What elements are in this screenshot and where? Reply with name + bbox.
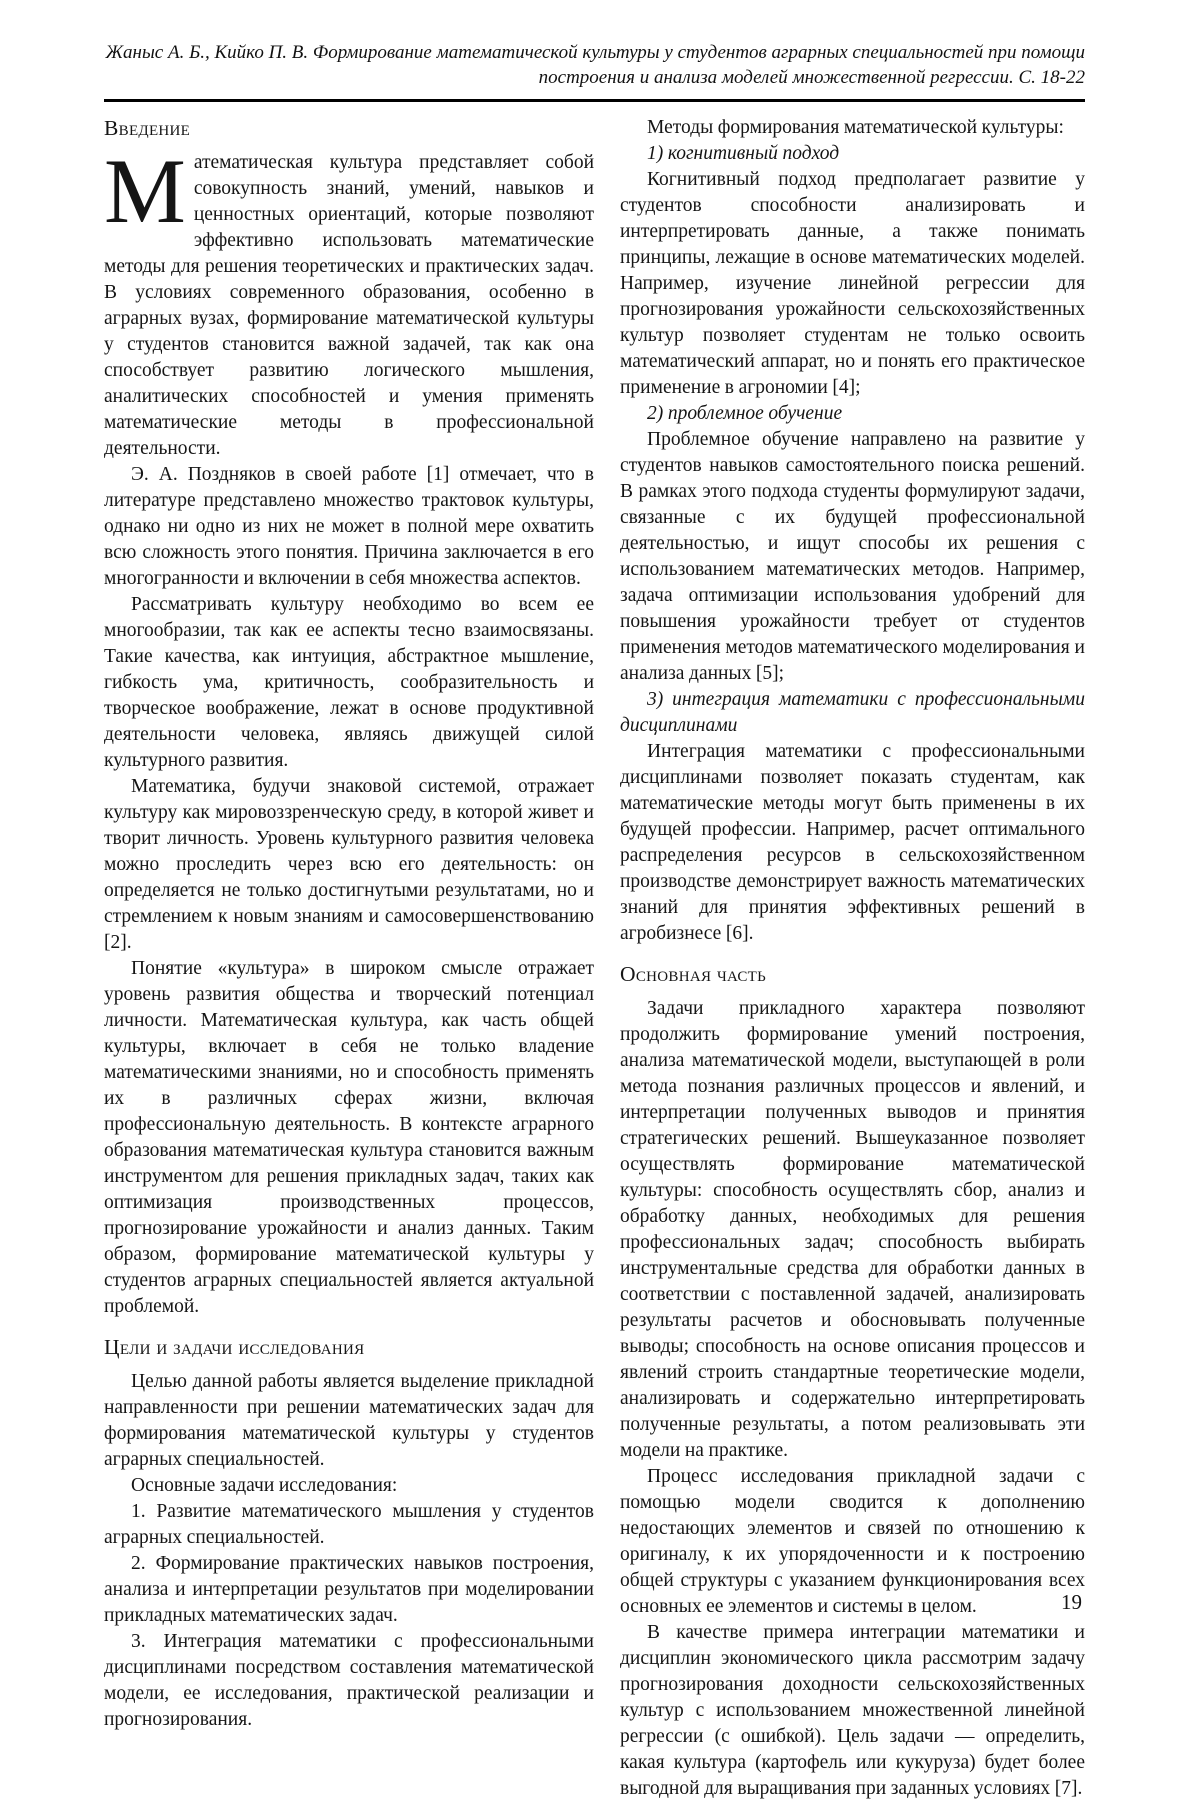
paragraph: Задачи прикладного характера позволяют продолжить формирование умений построения, анализа математической модели, выступающей в роли метода познания различных процессов и явлений, и интерпретации полученных выводов и принятия стратегических решений. Вышеуказанное позволяет осуществлять формирование математической культуры: способность осуществлять сбор, анализ и обработку данных, необходимых для решения профессиональных задач; способность выбирать инструментальные средства для обработки данных в соответствии с поставленной задачей, анализировать результаты расчетов и обосновывать полученные выводы; способность на основе описания процессов и явлений строить стандартные теоретические модели, анализировать и содержательно интерпретировать полученные результаты, а потом реализовывать эти модели на практике. [620, 998, 1085, 1461]
header-rule [104, 99, 1085, 102]
paragraph: Интеграция математики с профессиональными дисциплинами позволяет показать студентам, как математические методы могут быть применены в их будущей профессии. Например, расчет оптимального распределения ресурсов в сельскохозяйственном производстве демонстрирует важность математических знаний для принятия эффективных решений в агробизнесе [6]. [620, 741, 1085, 944]
paragraph: Понятие «культура» в широком смысле отражает уровень развития общества и творческий потенциал личности. Математическая культура, как часть общей культуры, включает в себя не только владение математическими знаниями, но и способность применять их в различных сферах жизни, включая профессиональную деятельность. В контексте аграрного образования математическая культура становится важным инструментом для решения прикладных задач, таких как оптимизация производственных процессов, прогнозирование урожайности и анализ данных. Таким образом, формирование математической культуры у студентов аграрных специальностей является актуальной проблемой. [104, 958, 594, 1317]
left-column [104, 115, 594, 1733]
method-item-integration: 3) интеграция математики с профессиональными дисциплинами [620, 689, 1085, 736]
paragraph: Проблемное обучение направлено на развитие у студентов навыков самостоятельного поиска решений. В рамках этого подхода студенты формулируют задачи, связанные с их будущей профессиональной деятельностью, и ищут способы их решения с использованием математических методов. Например, задача оптимизации использования удобрений для повышения урожайности требует от студентов применения методов математического моделирования и анализа данных [5]; [620, 429, 1085, 684]
right-column [620, 115, 1085, 1802]
dropcap-letter: М [104, 140, 186, 242]
section-heading-goals: Цели и задачи исследования [104, 1335, 365, 1359]
running-header [104, 40, 1085, 90]
running-header-line2: построения и анализа моделей множественной регрессии. С. 18-22 [538, 67, 1085, 88]
paragraph: Математика, будучи знаковой системой, отражает культуру как мировоззренческую среду, в которой живет и творит личность. Уровень культурного развития человека можно проследить через всю его деятельность: он определяется не только достигнутыми результатами, но и стремлением к новым знаниям и самосовершенствованию [2]. [104, 776, 594, 953]
section-heading-main-part: Основная часть [620, 962, 767, 986]
two-column-body [104, 115, 1085, 1802]
paragraph: Рассматривать культуру необходимо во всем ее многообразии, так как ее аспекты тесно взаимосвязаны. Такие качества, как интуиция, абстрактное мышление, гибкость ума, критичность, сообразительность и творческое воображение, лежат в основе продуктивной деятельности человека, являясь движущей силой культурного развития. [104, 594, 594, 771]
paragraph [104, 140, 594, 462]
list-item-task-2: 2. Формирование практических навыков построения, анализа и интерпретации результатов при моделировании прикладных математических задач. [104, 1553, 594, 1626]
paragraph: Когнитивный подход предполагает развитие у студентов способности анализировать и интерпретировать данные, а также понимать принципы, лежащие в основе математических моделей. Например, изучение линейной регрессии для прогнозирования урожайности сельскохозяйственных культур позволяет студентам не только освоить математический аппарат, но и понять его практическое применение в агрономии [4]; [620, 169, 1085, 398]
paragraph: В качестве примера интеграции математики и дисциплин экономического цикла рассмотрим задачу прогнозирования доходности сельскохозяйственных культур с использованием множественной линейной регрессии (с ошибкой). Цель задачи — определить, какая культура (картофель или кукуруза) будет более выгодной для выращивания при заданных условиях [7]. [620, 1622, 1085, 1799]
section-heading-introduction: Введение [104, 116, 191, 140]
paragraph: Э. А. Поздняков в своей работе [1] отмечает, что в литературе представлено множество трактовок культуры, однако ни одно из них не может в полной мере охватить всю сложность этого понятия. Причина заключается в его многогранности и включении в себя множества аспектов. [104, 464, 594, 589]
paragraph: Методы формирования математической культуры: [647, 117, 1064, 138]
list-item-task-1: 1. Развитие математического мышления у студентов аграрных специальностей. [104, 1501, 594, 1548]
method-item-cognitive: 1) когнитивный подход [647, 143, 840, 164]
paragraph: Процесс исследования прикладной задачи с помощью модели сводится к дополнению недостающих элементов и связей по отношению к оригиналу, к их упорядоченности и к построению общей структуры с указанием функционирования всех основных ее элементов и системы в целом. [620, 1466, 1085, 1617]
running-header-line1: Жаныс А. Б., Кийко П. В. Формирование математической культуры у студентов аграрных специальностей при помощи [105, 42, 1085, 63]
page-number: 19 [1061, 1590, 1082, 1614]
paragraph: Целью данной работы является выделение прикладной направленности при решении математических задач для формирования математической культуры у студентов аграрных специальностей. [104, 1371, 594, 1470]
paragraph: Основные задачи исследования: [131, 1475, 398, 1496]
method-item-problem-based: 2) проблемное обучение [647, 403, 843, 424]
paragraph-text: атематическая культура представляет собой совокупность знаний, умений, навыков и ценностных ориентаций, которые позволяют эффективно использовать математические методы для решения теоретических и практических задач. В условиях современного образования, особенно в аграрных вузах, формирование математической культуры у студентов становится важной задачей, так как она способствует развитию логического мышления, аналитических способностей и умения применять математические методы в профессиональной деятельности. [104, 152, 594, 459]
list-item-task-3: 3. Интеграция математики с профессиональными дисциплинами посредством составления математической модели, ее исследования, практической реализации и прогнозирования. [104, 1631, 594, 1730]
